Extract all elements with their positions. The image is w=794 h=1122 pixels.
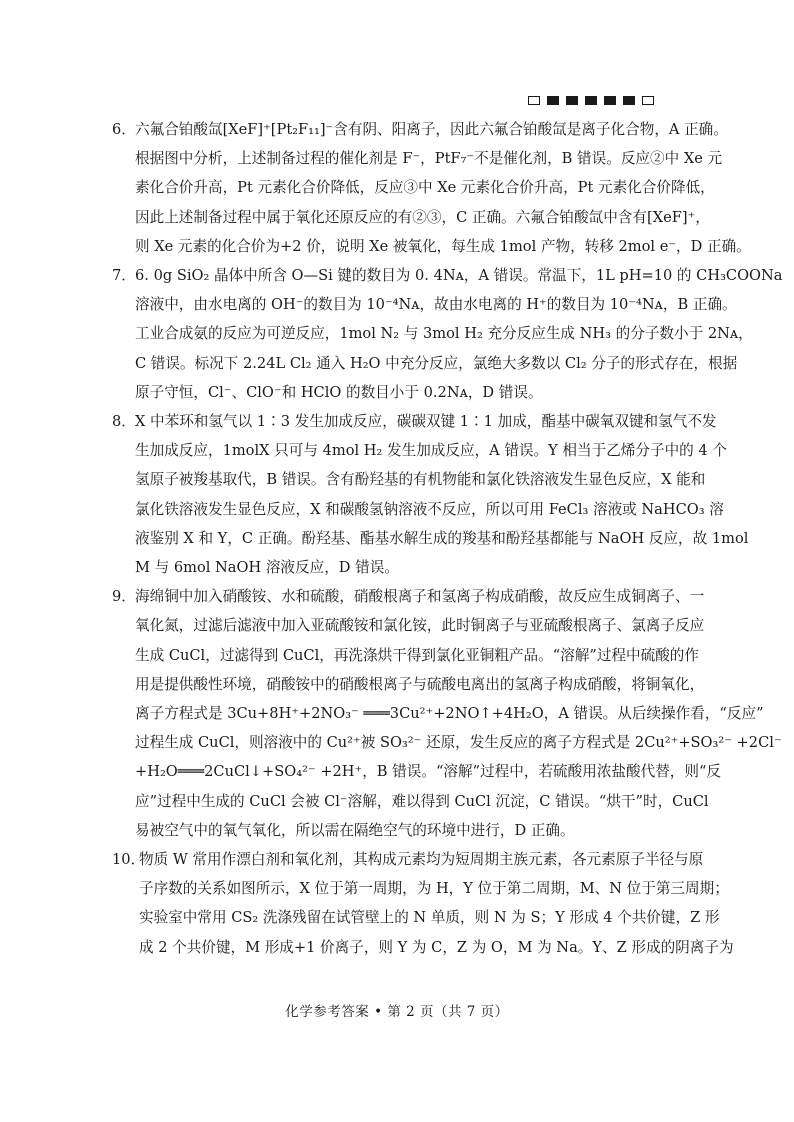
header-mark bbox=[623, 96, 635, 105]
page-footer: 化学参考答案 • 第 2 页（共 7 页） bbox=[285, 1004, 509, 1020]
answer-line: 生加成反应，1molX 只可与 4mol H₂ 发生加成反应，A 错误。Y 相当于乙烯分子中的 4 个 bbox=[135, 442, 727, 460]
answer-line: 6. 0g SiO₂ 晶体中所含 O—Si 键的数目为 0. 4Nᴀ，A 错误。常温下，1L pH=10 的 CH₃COONa bbox=[135, 267, 783, 285]
header-mark bbox=[604, 96, 616, 105]
answer-line: 实验室中常用 CS₂ 洗涤残留在试管壁上的 N 单质，则 N 为 S；Y 形成 4 个共价键，Z 形 bbox=[139, 909, 720, 927]
header-mark bbox=[528, 96, 540, 105]
answer-line: M 与 6mol NaOH 溶液反应，D 错误。 bbox=[135, 559, 399, 577]
answer-item bbox=[112, 261, 783, 407]
header-mark bbox=[585, 96, 597, 105]
answer-line: 氯化铁溶液发生显色反应，X 和碳酸氢钠溶液不反应，所以可用 FeCl₃ 溶液或 NaHCO₃ 溶 bbox=[135, 500, 724, 518]
answer-item bbox=[112, 582, 782, 845]
question-number: 9． bbox=[112, 588, 136, 606]
answer-line: 成 2 个共价键，M 形成+1 价离子，则 Y 为 C，Z 为 O，M 为 Na。Y、Z 形成的阴离子为 bbox=[139, 938, 734, 956]
answer-line: 应”过程中生成的 CuCl 会被 Cl⁻溶解，难以得到 CuCl 沉淀，C 错误。“烘干”时，CuCl bbox=[135, 792, 709, 810]
answer-item bbox=[112, 115, 751, 261]
answer-item bbox=[112, 845, 734, 962]
answer-item bbox=[112, 407, 749, 582]
answer-line: 过程生成 CuCl，则溶液中的 Cu²⁺被 SO₃²⁻ 还原，发生反应的离子方程式是 2Cu²⁺+SO₃²⁻ +2Cl⁻ bbox=[135, 734, 782, 752]
header-mark bbox=[566, 96, 578, 105]
answer-line: 生成 CuCl，过滤得到 CuCl，再洗涤烘干得到氯化亚铜粗产品。“溶解”过程中硫酸的作 bbox=[135, 646, 700, 664]
answer-line: 子序数的关系如图所示，X 位于第一周期，为 H，Y 位于第二周期，M、N 位于第三周期； bbox=[139, 880, 729, 898]
header-marks bbox=[528, 96, 654, 105]
answer-line: 溶液中，由水电离的 OH⁻的数目为 10⁻⁴Nᴀ，故由水电离的 H⁺的数目为 10⁻⁴Nᴀ，B 正确。 bbox=[135, 296, 737, 314]
question-number: 10． bbox=[112, 851, 146, 869]
answer-line: 原子守恒，Cl⁻、ClO⁻和 HClO 的数目小于 0.2Nᴀ，D 错误。 bbox=[135, 383, 543, 401]
answer-line: 根据图中分析，上述制备过程的催化剂是 F⁻，PtF₇⁻不是催化剂，B 错误。反应②中 Xe 元 bbox=[135, 150, 723, 168]
question-number: 6． bbox=[112, 121, 136, 138]
answer-line: 素化合价升高，Pt 元素化合价降低，反应③中 Xe 元素化合价升高，Pt 元素化合价降低， bbox=[135, 179, 715, 197]
answer-line: 液鉴别 X 和 Y，C 正确。酚羟基、酯基水解生成的羧基和酚羟基都能与 NaOH 反应，故 1mol bbox=[135, 529, 749, 547]
answer-line: 氧化氮，过滤后滤液中加入亚硫酸铵和氯化铵，此时铜离子与亚硫酸根离子、氯离子反应 bbox=[135, 617, 705, 635]
answer-line: 则 Xe 元素的化合价为+2 价，说明 Xe 被氧化，每生成 1mol 产物，转移 2mol e⁻，D 正确。 bbox=[135, 237, 751, 255]
question-number: 8． bbox=[112, 413, 136, 431]
answer-line: 物质 W 常用作漂白剂和氧化剂，其构成元素均为短周期主族元素，各元素原子半径与原 bbox=[139, 851, 704, 869]
answer-line: 易被空气中的氧气氧化，所以需在隔绝空气的环境中进行，D 正确。 bbox=[135, 821, 575, 839]
answer-content bbox=[112, 115, 783, 962]
answer-line: 因此上述制备过程中属于氧化还原反应的有②③，C 正确。六氟合铂酸氙中含有[XeF]⁺， bbox=[135, 208, 710, 226]
answer-line: 工业合成氨的反应为可逆反应，1mol N₂ 与 3mol H₂ 充分反应生成 NH₃ 的分子数小于 2Nᴀ， bbox=[135, 325, 753, 343]
answer-line: X 中苯环和氢气以 1∶3 发生加成反应，碳碳双键 1∶1 加成，酯基中碳氧双键和氢气不发 bbox=[135, 413, 717, 431]
answer-line: 离子方程式是 3Cu+8H⁺+2NO₃⁻ ═══3Cu²⁺+2NO↑+4H₂O，A 错误。从后续操作看，“反应” bbox=[135, 705, 764, 723]
answer-line: C 错误。标况下 2.24L Cl₂ 通入 H₂O 中充分反应，氯绝大多数以 Cl₂ 分子的形式存在，根据 bbox=[135, 354, 738, 372]
header-mark bbox=[547, 96, 559, 105]
answer-line: 用是提供酸性环境，硝酸铵中的硝酸根离子与硫酸电离出的氢离子构成硝酸，将铜氧化， bbox=[135, 675, 705, 693]
answer-line: 海绵铜中加入硝酸铵、水和硫酸，硝酸根离子和氢离子构成硝酸，故反应生成铜离子、一 bbox=[135, 588, 705, 606]
question-number: 7． bbox=[112, 267, 136, 285]
answer-line: 氢原子被羧基取代，B 错误。含有酚羟基的有机物能和氯化铁溶液发生显色反应，X 能和 bbox=[135, 471, 706, 489]
answer-line: 六氟合铂酸氙[XeF]⁺[Pt₂F₁₁]⁻含有阴、阳离子，因此六氟合铂酸氙是离子化合物，A 正确。 bbox=[135, 121, 728, 138]
header-mark bbox=[642, 96, 654, 105]
answer-line: +H₂O═══2CuCl↓+SO₄²⁻ +2H⁺，B 错误。“溶解”过程中，若硫酸用浓盐酸代替，则“反 bbox=[135, 763, 722, 781]
